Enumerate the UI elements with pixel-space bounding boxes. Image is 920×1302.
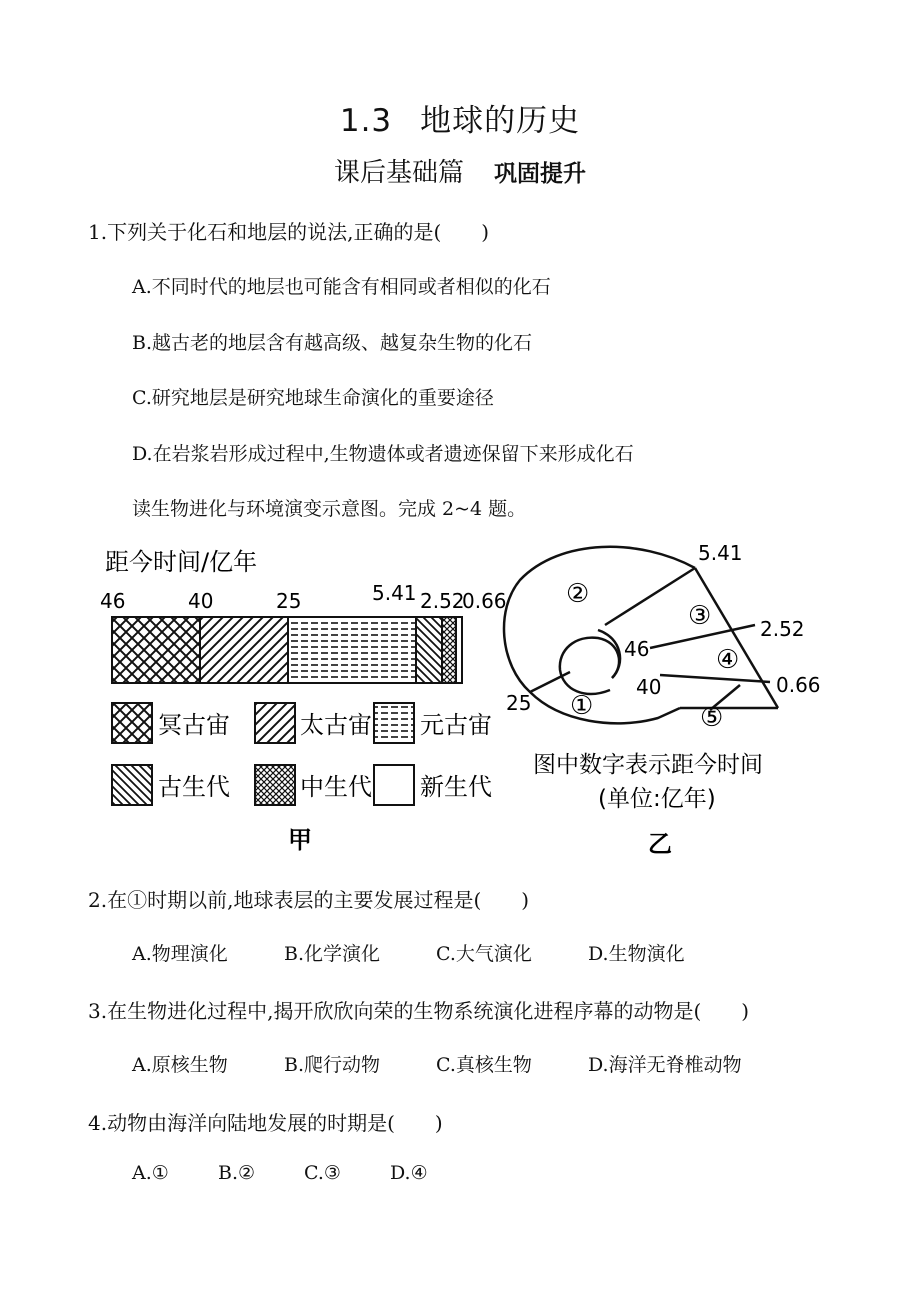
legend-label: 中生代 xyxy=(300,773,372,801)
jia-tick: 25 xyxy=(276,589,302,613)
bar-archean xyxy=(200,617,288,683)
jia-tick: 2.52 xyxy=(420,589,465,613)
option-d: D.生物演化 xyxy=(588,943,685,965)
legend-swatch xyxy=(255,765,295,805)
yi-region: ② xyxy=(566,579,590,609)
jia-tick: 46 xyxy=(100,589,126,613)
bar-mesozoic xyxy=(442,617,456,683)
legend-swatch xyxy=(374,703,414,743)
yi-note-unit: (单位:亿年) xyxy=(598,786,716,812)
question-3-stem: 3.在生物进化过程中,揭开欣欣向荣的生物系统演化进程序幕的动物是( ) xyxy=(88,999,750,1023)
jia-tick: 0.66 xyxy=(462,589,507,613)
yi-region: ⑤ xyxy=(700,703,724,733)
question-1-option-a: A.不同时代的地层也可能含有相同或者相似的化石 xyxy=(132,276,551,298)
yi-label: 25 xyxy=(506,691,532,715)
legend-label: 古生代 xyxy=(158,773,230,801)
question-1-stem: 1.下列关于化石和地层的说法,正确的是( ) xyxy=(88,220,490,244)
option-c: C.③ xyxy=(304,1162,341,1184)
question-3-options xyxy=(132,1050,742,1077)
yi-region: ④ xyxy=(716,645,740,675)
legend-label: 新生代 xyxy=(420,773,492,801)
page-subtitle: 课后基础篇 巩固提升 xyxy=(333,158,586,188)
question-2-options xyxy=(132,939,685,966)
legend-swatch xyxy=(255,703,295,743)
bar-hadean xyxy=(112,617,200,683)
option-b: B.② xyxy=(218,1162,256,1184)
figure-intro: 读生物进化与环境演变示意图。完成 2~4 题。 xyxy=(132,498,527,520)
jia-tick: 5.41 xyxy=(372,581,417,605)
evolution-figure xyxy=(0,530,920,860)
legend-swatch xyxy=(112,703,152,743)
question-4-stem: 4.动物由海洋向陆地发展的时期是( ) xyxy=(88,1111,443,1135)
jia-caption: 甲 xyxy=(288,826,312,854)
yi-label: 40 xyxy=(636,675,662,699)
option-a: A.物理演化 xyxy=(132,943,228,965)
bar-proterozoic xyxy=(288,617,416,683)
question-1-option-c: C.研究地层是研究地球生命演化的重要途径 xyxy=(132,387,494,409)
option-a: A.① xyxy=(132,1162,169,1184)
legend-swatch xyxy=(374,765,414,805)
option-c: C.真核生物 xyxy=(436,1054,532,1076)
legend-swatch xyxy=(112,765,152,805)
option-d: D.海洋无脊椎动物 xyxy=(588,1054,742,1076)
yi-label: 46 xyxy=(624,637,650,661)
yi-label: 2.52 xyxy=(760,617,805,641)
option-a: A.原核生物 xyxy=(132,1054,228,1076)
yi-note: 图中数字表示距今时间 xyxy=(533,752,763,778)
jia-axis-title: 距今时间/亿年 xyxy=(105,548,258,576)
bar-paleozoic xyxy=(416,617,442,683)
yi-region: ③ xyxy=(688,601,712,631)
legend-label: 太古宙 xyxy=(300,711,372,739)
yi-caption: 乙 xyxy=(648,830,672,858)
option-b: B.化学演化 xyxy=(284,943,381,965)
question-4-options xyxy=(132,1162,428,1184)
option-c: C.大气演化 xyxy=(436,943,532,965)
page-title: 1.3 地球的历史 xyxy=(339,103,581,139)
yi-label: 5.41 xyxy=(698,541,743,565)
question-2-stem: 2.在①时期以前,地球表层的主要发展过程是( ) xyxy=(88,888,530,912)
bar-cenozoic xyxy=(456,617,462,683)
yi-label: 0.66 xyxy=(776,673,821,697)
question-1-option-d: D.在岩浆岩形成过程中,生物遗体或者遗迹保留下来形成化石 xyxy=(132,443,634,465)
legend-label: 冥古宙 xyxy=(158,711,230,739)
legend-label: 元古宙 xyxy=(420,711,492,739)
option-b: B.爬行动物 xyxy=(284,1054,381,1076)
yi-region: ① xyxy=(570,691,594,721)
jia-tick: 40 xyxy=(188,589,214,613)
option-d: D.④ xyxy=(390,1162,428,1184)
question-1-option-b: B.越古老的地层含有越高级、越复杂生物的化石 xyxy=(132,332,533,354)
